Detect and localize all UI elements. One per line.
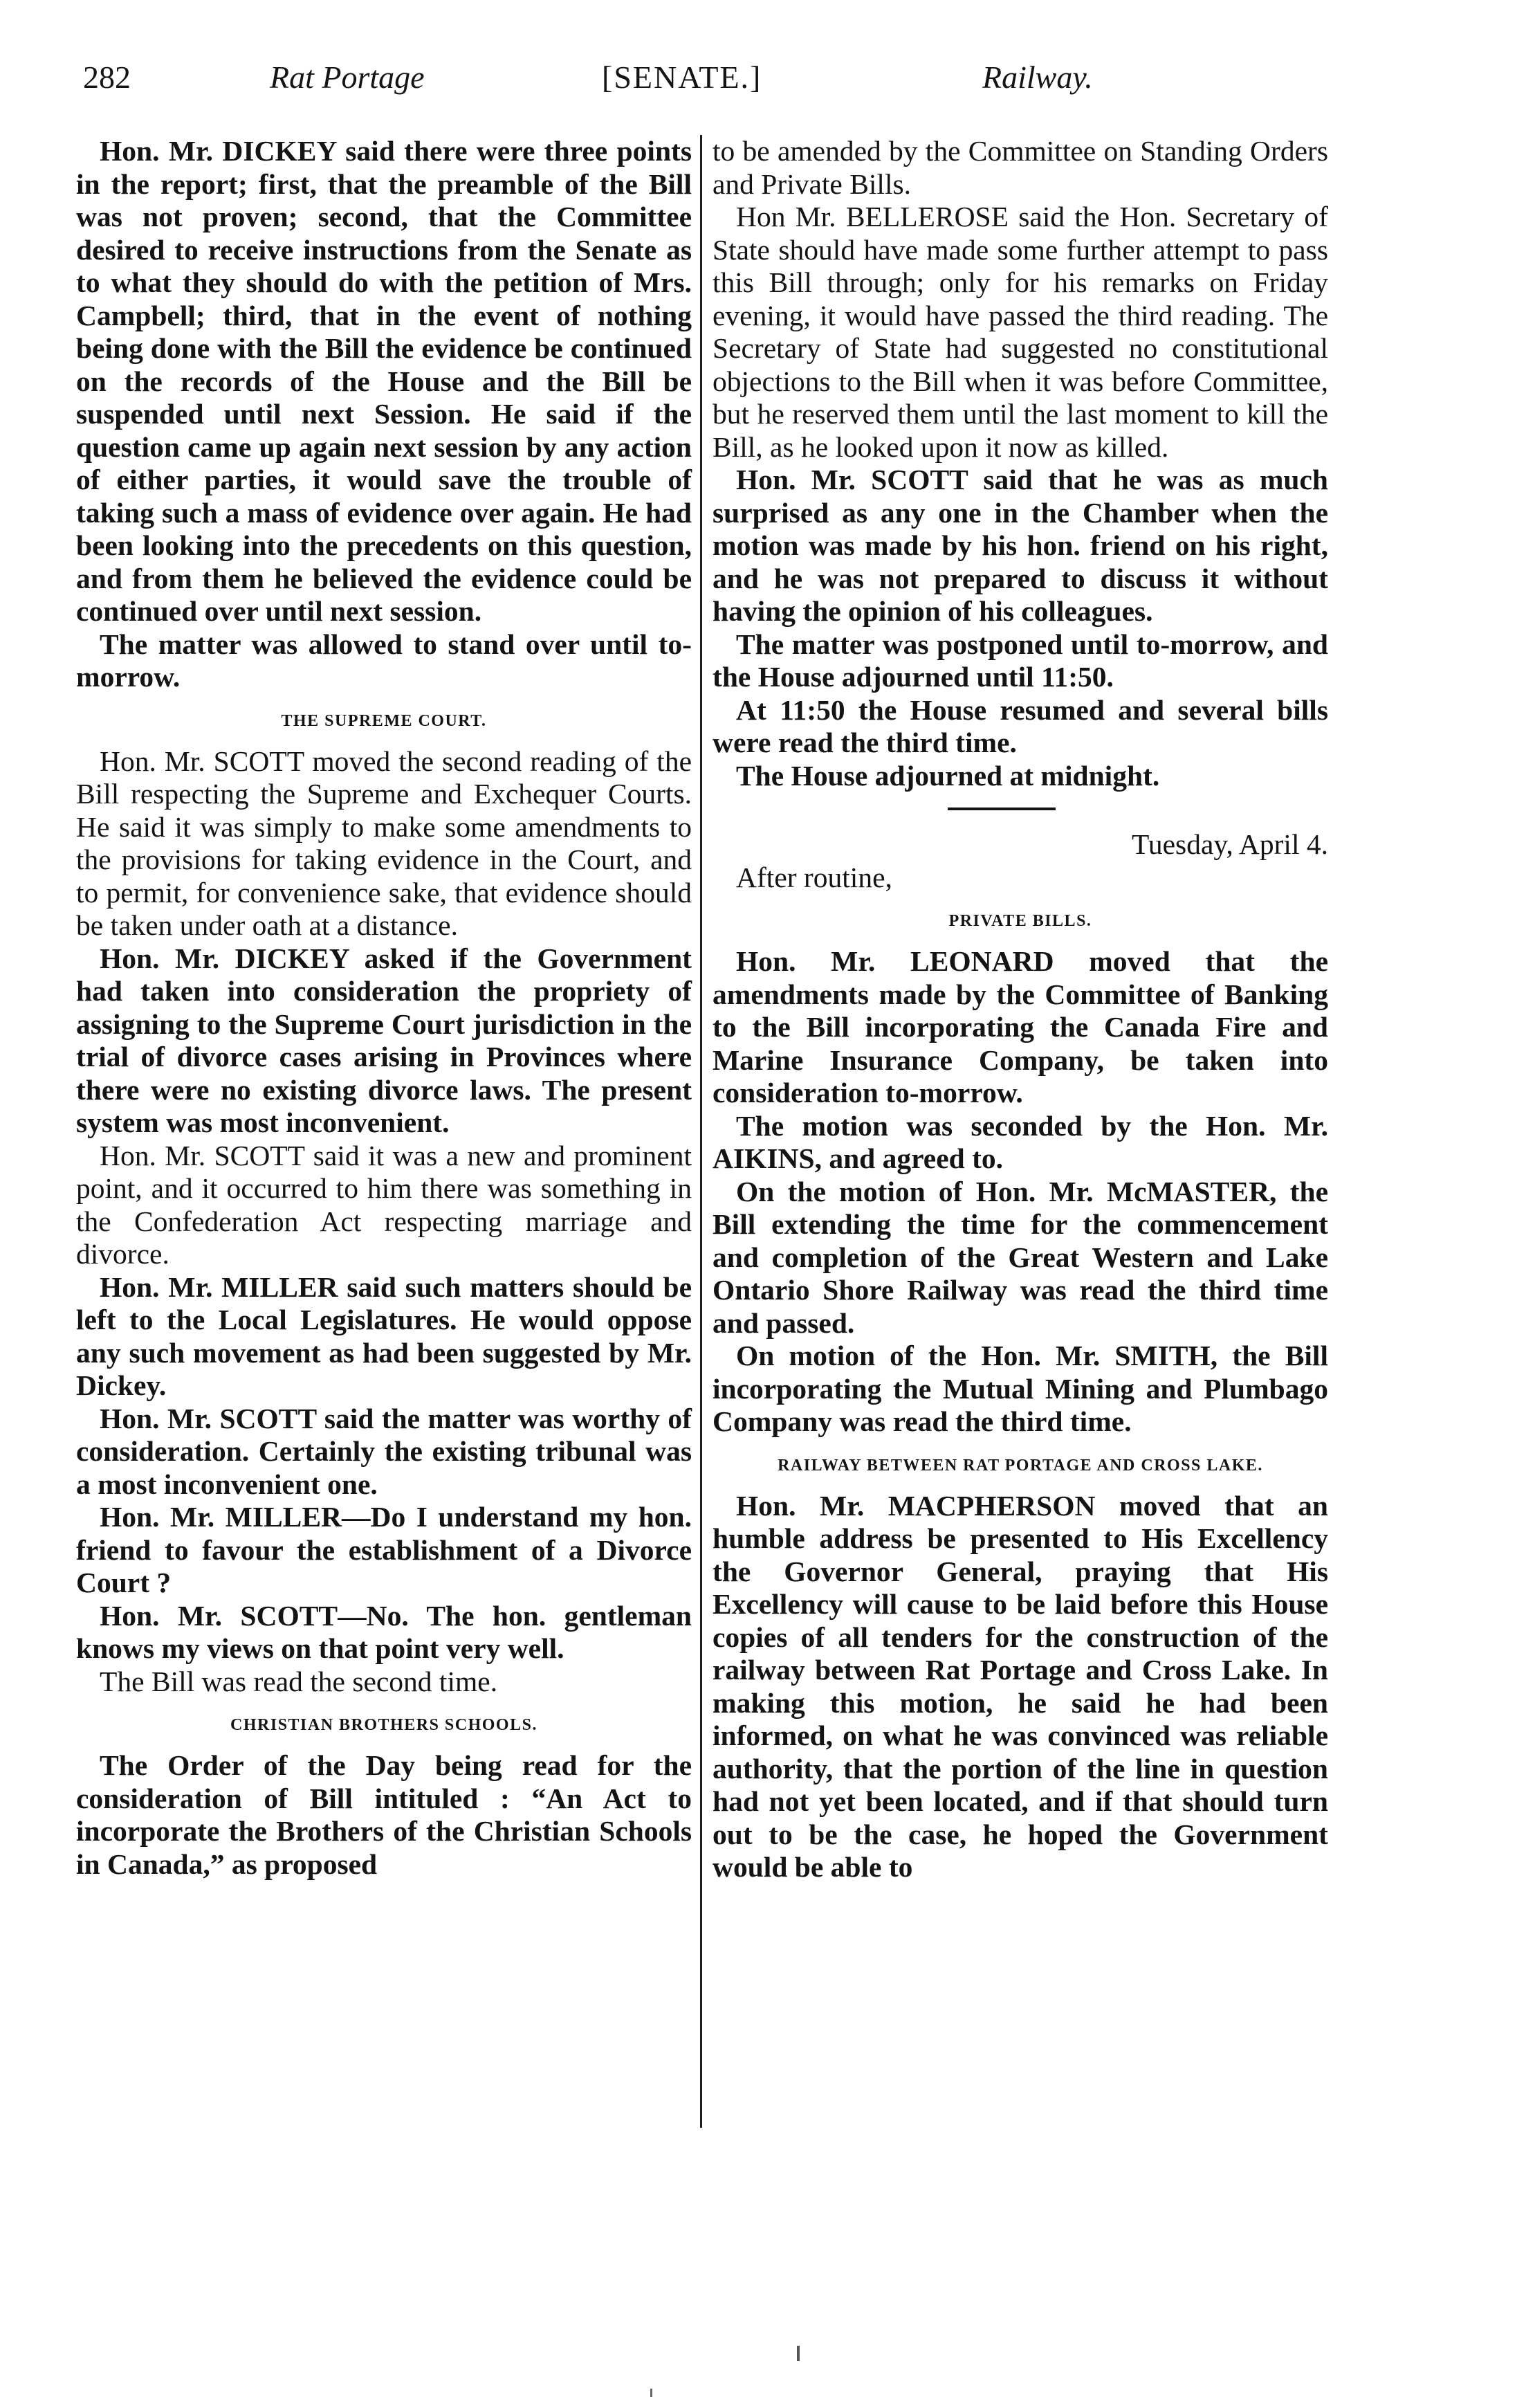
paragraph: On the motion of Hon. Mr. McMASTER, the Bill extending the time for the commencement and completion of the Great Western and Lake Ontario Shore Railway was read the third time and passed. <box>713 1175 1328 1339</box>
paragraph: Hon. Mr. MILLER said such matters should be left to the Local Legislatures. He would oppose any such movement as had been suggested by Mr. Dickey. <box>76 1270 692 1401</box>
paragraph: Hon. Mr. SCOTT—No. The hon. gentleman knows my views on that point very well. <box>76 1599 692 1664</box>
paragraph: The Order of the Day being read for the consideration of Bill intituled : “An Act to incorporate the Brothers of the Christian Schools in Canada,” as proposed <box>76 1749 692 1880</box>
paragraph: Hon. Mr. SCOTT moved the second reading of the Bill respecting the Supreme and Exchequer Courts. He said it was simply to make some amendments to the provisions for taking evidence in the Court, and to permit, for convenience sake, that evidence should be taken under oath at a distance. <box>76 745 692 941</box>
paragraph: The matter was postponed until to-morrow, and the House adjourned until 11:50. <box>713 628 1328 693</box>
paragraph: The motion was seconded by the Hon. Mr. AIKINS, and agreed to. <box>713 1109 1328 1174</box>
header-left-title: Rat Portage <box>270 60 425 95</box>
header-center-title: [SENATE.] <box>602 60 762 95</box>
paragraph: Hon. Mr. SCOTT said that he was as much surprised as any one in the Chamber when the motion was made by his hon. friend on his right, and he was not prepared to discuss it without having the opinion of his colleagues. <box>713 464 1328 627</box>
paragraph: to be amended by the Committee on Standing Orders and Private Bills. <box>713 135 1328 200</box>
print-mark <box>797 2346 800 2361</box>
paragraph: At 11:50 the House resumed and several bills were read the third time. <box>713 693 1328 758</box>
paragraph: Hon. Mr. SCOTT said it was a new and prominent point, and it occurred to him there was something in the Confederation Act respecting marriage and divorce. <box>76 1139 692 1270</box>
section-heading-private-bills: PRIVATE BILLS. <box>948 912 1092 930</box>
paragraph: Hon. Mr. MILLER—Do I understand my hon. friend to favour the establishment of a Divorce Court ? <box>76 1501 692 1598</box>
paragraph: On motion of the Hon. Mr. SMITH, the Bill incorporating the Mutual Mining and Plumbago Company was read the third time. <box>713 1340 1328 1437</box>
paragraph: Hon. Mr. MACPHERSON moved that an humble address be presented to His Excellency the Governor General, praying that His Excellency will cause to be laid before this House copies of all tenders for the construction of the railway between Rat Portage and Cross Lake. In making this motion, he said he had been informed, on what he was convinced was reliable authority, that the portion of the line in question had not yet been located, and if that should turn out to be the case, he hoped the Government would be able to <box>713 1489 1328 1883</box>
section-rule <box>948 808 1056 810</box>
page-number: 282 <box>83 60 131 95</box>
left-column <box>76 135 692 1881</box>
section-heading-christian-brothers-schools: CHRISTIAN BROTHERS SCHOOLS. <box>230 1716 537 1734</box>
column-divider <box>700 135 702 2128</box>
running-header <box>0 50 1526 105</box>
paragraph: After routine, <box>736 861 892 893</box>
section-heading-supreme-court: THE SUPREME COURT. <box>281 711 487 730</box>
paragraph: Hon. Mr. SCOTT said the matter was worthy of consideration. Certainly the existing tribunal was a most inconvenient one. <box>76 1402 692 1500</box>
paragraph: Hon. Mr. DICKEY said there were three points in the report; first, that the preamble of the Bill was not proven; second, that the Committee desired to receive instructions from the Senate as to what they should do with the petition of Mrs. Campbell; third, that in the event of nothing being done with the Bill the evidence be continued on the records of the House and the Bill be suspended until next Session. He said if the question came up again next session by any action of either parties, it would save the trouble of taking such a mass of evidence over again. He had been looking into the precedents on this question, and from them he believed the evidence could be continued over until next session. <box>76 135 692 627</box>
section-heading-railway: RAILWAY BETWEEN RAT PORTAGE AND CROSS LAKE. <box>778 1456 1263 1475</box>
paragraph: The matter was allowed to stand over until to-morrow. <box>76 628 692 693</box>
header-right-title: Railway. <box>982 60 1093 95</box>
paragraph: Hon. Mr. LEONARD moved that the amendments made by the Committee of Banking to the Bill incorporating the Canada Fire and Marine Insurance Company, be taken into consideration to-morrow. <box>713 945 1328 1109</box>
right-column <box>713 135 1328 1884</box>
paragraph: The House adjourned at midnight. <box>736 759 1160 792</box>
paragraph: Hon. Mr. DICKEY asked if the Government had taken into consideration the propriety of assigning to the Supreme Court jurisdiction in the trial of divorce cases arising in Provinces where there were no existing divorce laws. The present system was most inconvenient. <box>76 942 692 1138</box>
print-mark <box>650 2389 652 2397</box>
date-line: Tuesday, April 4. <box>1132 828 1328 860</box>
paragraph: The Bill was read the second time. <box>100 1665 498 1697</box>
paragraph: Hon Mr. BELLEROSE said the Hon. Secretary of State should have made some further attempt to pass this Bill through; only for his remarks on Friday evening, it would have passed the third reading. The Secretary of State had suggested no constitutional objections to the Bill when it was before Committee, but he reserved them until the last moment to kill the Bill, as he looked upon it now as killed. <box>713 201 1328 463</box>
